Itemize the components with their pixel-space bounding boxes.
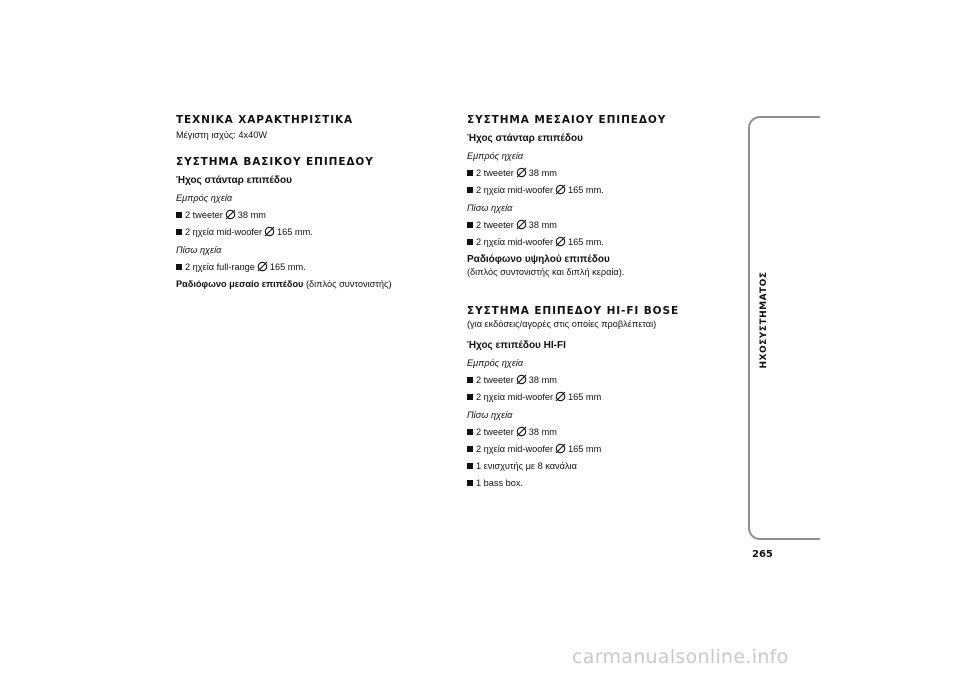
item-size: 38 mm (528, 220, 557, 230)
radio-high-desc: (διπλός συντονιστής και διπλή κεραία). (467, 267, 625, 277)
bullet-square-icon (176, 264, 182, 270)
bose-system-title: ΣΥΣΤΗΜΑ ΕΠΙΠΕΔΟΥ HI-FI BOSE (467, 305, 680, 317)
rear-speakers-label: Πίσω ηχεία (467, 410, 513, 420)
list-item (467, 426, 737, 439)
item-text: 2 ηχεία mid-woofer (476, 237, 554, 247)
item-size: 38 mm (528, 168, 557, 178)
rear-speakers-label: Πίσω ηχεία (467, 203, 513, 213)
item-text: 2 tweeter (476, 168, 514, 178)
bullet-square-icon (467, 187, 473, 193)
list-item (467, 184, 737, 197)
list-item (467, 236, 737, 249)
item-size: 38 mm (237, 210, 266, 220)
front-speakers-list (467, 167, 737, 197)
item-size: 165 mm. (568, 237, 604, 247)
standard-sound-subtitle: Ήχος στάνταρ επιπέδου (176, 175, 292, 186)
bullet-square-icon (467, 394, 473, 400)
bullet-square-icon (467, 222, 473, 228)
diameter-icon (516, 426, 527, 437)
bullet-square-icon (176, 212, 182, 218)
item-size: 165 mm. (277, 227, 313, 237)
list-item (467, 443, 737, 456)
diameter-icon (257, 261, 268, 272)
mid-system-title: ΣΥΣΤΗΜΑ ΜΕΣΑΙΟΥ ΕΠΙΠΕΔΟΥ (467, 114, 667, 126)
list-item (467, 391, 737, 404)
item-text: 2 ηχεία mid-woofer (476, 392, 554, 402)
item-text: 2 tweeter (476, 427, 514, 437)
list-item (467, 460, 737, 473)
radio-mid-rest: (διπλός συντονιστής) (303, 279, 392, 289)
diameter-icon (516, 374, 527, 385)
front-speakers-label: Εμπρός ηχεία (467, 358, 524, 368)
bullet-square-icon (467, 429, 473, 435)
chapter-tab-text: ΗΧΟΣΥΣΤΗΜΑΤΟΣ (759, 271, 769, 369)
bullet-square-icon (467, 170, 473, 176)
rear-speakers-list (467, 426, 737, 490)
item-text: 2 ηχεία full-range (185, 262, 255, 272)
watermark: carmanualsonline.info (572, 646, 789, 668)
bullet-square-icon (467, 480, 473, 486)
item-text: 1 ενισχυτής με 8 κανάλια (476, 461, 577, 471)
item-text: 1 bass box. (476, 478, 523, 488)
item-text: 2 tweeter (185, 210, 223, 220)
bullet-square-icon (467, 239, 473, 245)
diameter-icon (555, 391, 566, 402)
item-size: 165 mm (568, 392, 602, 402)
bose-note: (για εκδόσεις/αγορές στις οποίες προβλέπεται) (467, 319, 657, 329)
diameter-icon (516, 219, 527, 230)
rear-speakers-list (176, 261, 446, 274)
item-size: 165 mm (568, 444, 602, 454)
diameter-icon (264, 226, 275, 237)
basic-system-title: ΣΥΣΤΗΜΑ ΒΑΣΙΚΟΥ ΕΠΙΠΕΔΟΥ (176, 156, 374, 168)
radio-line (176, 278, 446, 291)
list-item (467, 477, 737, 490)
list-item (176, 261, 446, 274)
hifi-sound-subtitle: Ήχος επιπέδου HI-FI (467, 340, 566, 351)
max-power-text: Μέγιστη ισχύς: 4x40W (176, 130, 268, 140)
item-size: 165 mm. (568, 185, 604, 195)
item-text: 2 ηχεία mid-woofer (476, 185, 554, 195)
list-item (467, 374, 737, 387)
bullet-square-icon (467, 446, 473, 452)
item-size: 165 mm. (269, 262, 306, 272)
diameter-icon (516, 167, 527, 178)
tech-specs-title: ΤΕΧΝΙΚΑ ΧΑΡΑΚΤΗΡΙΣΤΙΚΑ (176, 114, 354, 126)
list-item (467, 219, 737, 232)
diameter-icon (555, 184, 566, 195)
item-text: 2 tweeter (476, 220, 514, 230)
list-item (467, 167, 737, 180)
rear-speakers-list (467, 219, 737, 249)
item-size: 38 mm (528, 375, 557, 385)
radio-high-subtitle: Ραδιόφωνο υψηλού επιπέδου (467, 254, 610, 265)
diameter-icon (555, 236, 566, 247)
item-size: 38 mm (528, 427, 557, 437)
front-speakers-list (176, 209, 446, 239)
left-column (176, 114, 446, 291)
page-number: 265 (752, 549, 773, 560)
bullet-square-icon (176, 229, 182, 235)
item-text: 2 tweeter (476, 375, 514, 385)
item-text: 2 ηχεία mid-woofer (476, 444, 554, 454)
bullet-square-icon (467, 463, 473, 469)
front-speakers-label: Εμπρός ηχεία (467, 151, 524, 161)
radio-mid-bold: Ραδιόφωνο μεσαίο επιπέδου (176, 279, 304, 289)
list-item (176, 226, 446, 239)
front-speakers-list (467, 374, 737, 404)
right-column (467, 114, 737, 490)
list-item (176, 209, 446, 222)
bullet-square-icon (467, 377, 473, 383)
diameter-icon (555, 443, 566, 454)
front-speakers-label: Εμπρός ηχεία (176, 193, 233, 203)
diameter-icon (225, 209, 236, 220)
item-text: 2 ηχεία mid-woofer (185, 227, 263, 237)
rear-speakers-label: Πίσω ηχεία (176, 245, 222, 255)
standard-sound-subtitle: Ήχος στάνταρ επιπέδου (467, 133, 583, 144)
